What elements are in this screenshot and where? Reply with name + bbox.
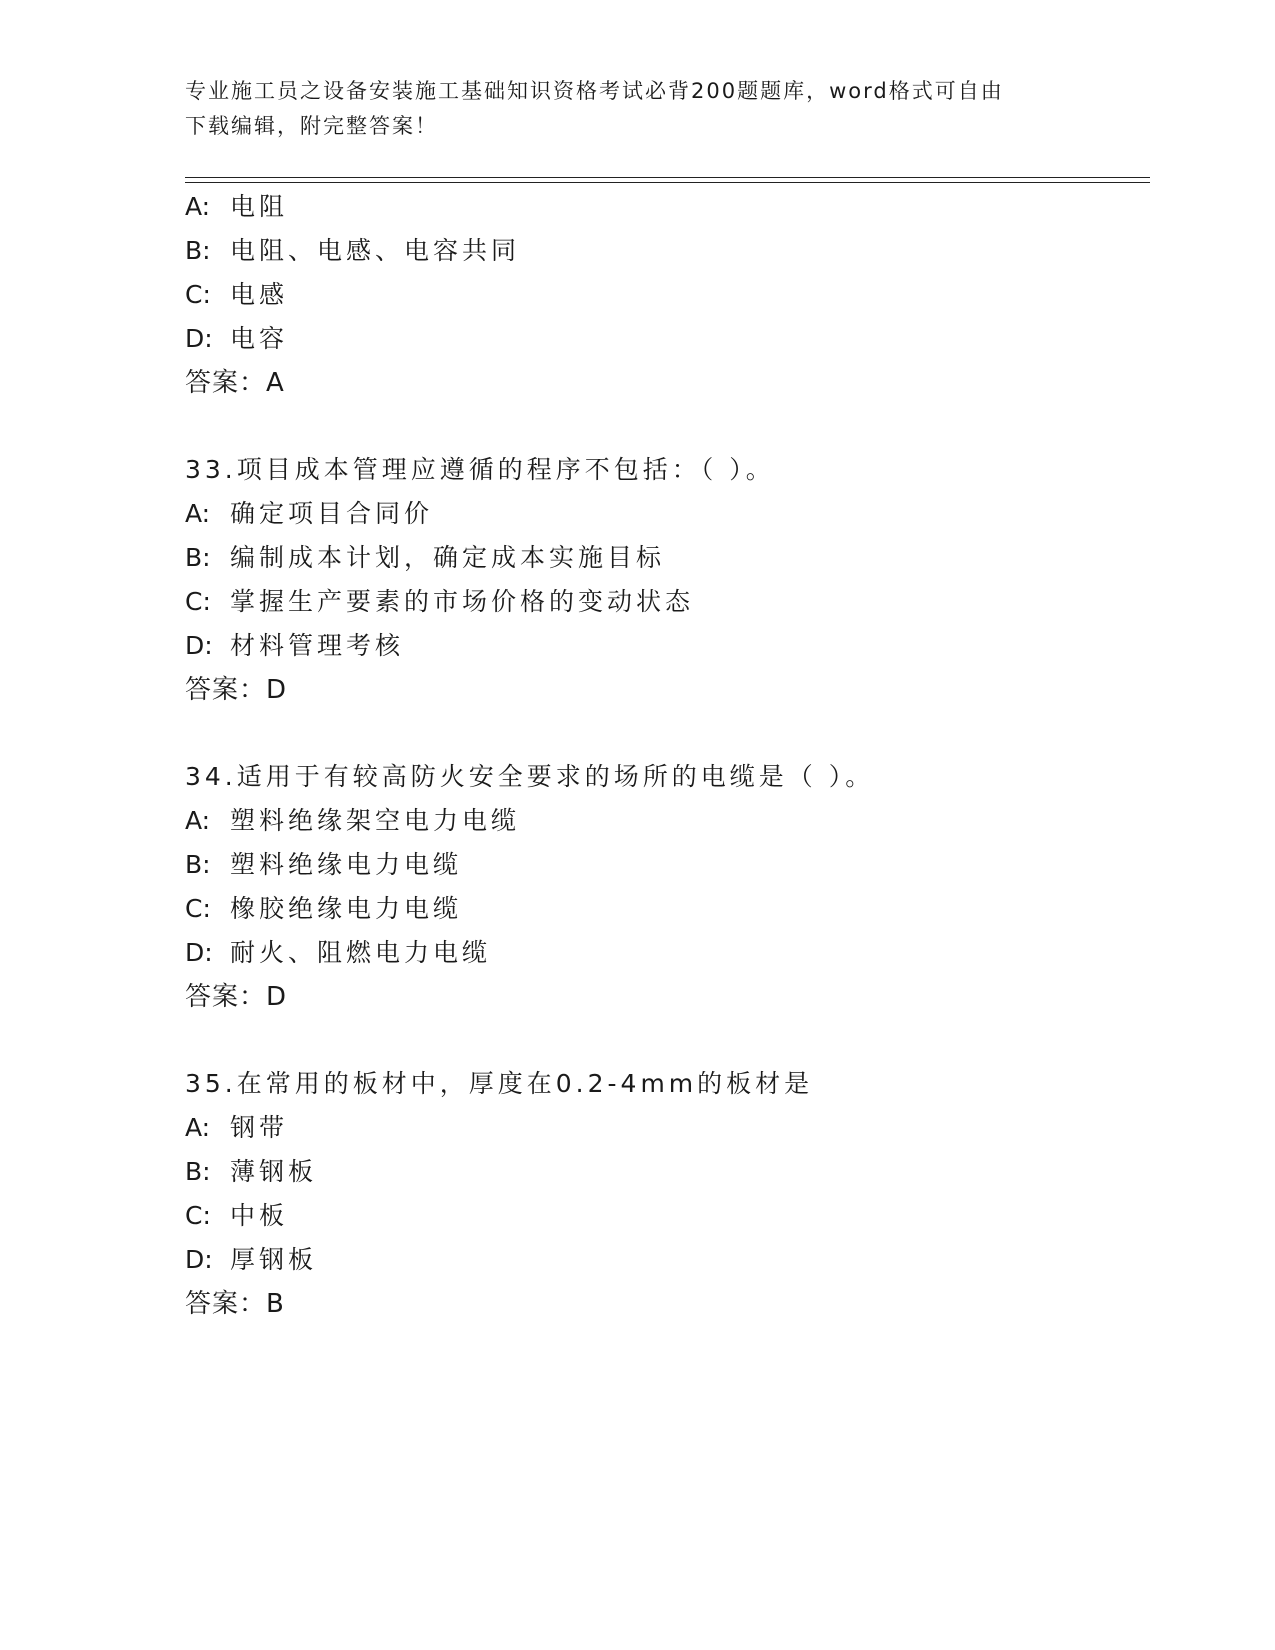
option-label: D: (185, 938, 213, 967)
question-stem: 34.适用于有较高防火安全要求的场所的电缆是（ ）。 (185, 762, 875, 791)
header-line-1: 专业施工员之设备安装施工基础知识资格考试必背200题题库，word格式可自由 (185, 79, 1004, 103)
option-text: 电容 (230, 324, 289, 353)
question-stem: 35.在常用的板材中，厚度在0.2-4mm的板材是 (185, 1069, 814, 1098)
option-text: 塑料绝缘架空电力电缆 (230, 806, 521, 835)
document-header (185, 74, 1065, 144)
option-b (185, 538, 665, 574)
option-c (185, 275, 288, 311)
option-a (185, 494, 433, 530)
option-label: C: (185, 894, 211, 923)
option-label: A: (185, 192, 211, 221)
option-text: 中板 (230, 1201, 289, 1230)
option-a (185, 801, 520, 837)
header-divider-bottom (185, 182, 1150, 183)
option-text: 编制成本计划，确定成本实施目标 (230, 543, 666, 572)
answer-line: 答案：D (185, 982, 288, 1012)
option-d (185, 626, 404, 662)
option-text: 电感 (230, 280, 289, 309)
answer-line: 答案：D (185, 675, 288, 705)
answer-line: 答案：A (185, 368, 285, 398)
header-divider-top (185, 177, 1150, 178)
option-text: 钢带 (230, 1113, 289, 1142)
option-d (185, 1240, 317, 1276)
option-text: 耐火、阻燃电力电缆 (230, 938, 492, 967)
option-c (185, 889, 462, 925)
option-label: B: (185, 543, 211, 572)
option-text: 薄钢板 (230, 1157, 318, 1186)
option-label: B: (185, 236, 211, 265)
option-text: 电阻、电感、电容共同 (230, 236, 521, 265)
option-a (185, 1108, 288, 1144)
option-label: B: (185, 850, 211, 879)
option-label: B: (185, 1157, 211, 1186)
answer-line: 答案：B (185, 1289, 285, 1319)
option-d (185, 319, 288, 355)
option-text: 厚钢板 (230, 1245, 318, 1274)
option-c (185, 1196, 288, 1232)
header-line-2: 下载编辑，附完整答案！ (185, 114, 438, 138)
option-text: 确定项目合同价 (230, 499, 434, 528)
option-c (185, 582, 694, 618)
option-text: 橡胶绝缘电力电缆 (230, 894, 463, 923)
option-label: C: (185, 1201, 211, 1230)
option-text: 掌握生产要素的市场价格的变动状态 (230, 587, 695, 616)
option-label: A: (185, 1113, 211, 1142)
option-text: 材料管理考核 (230, 631, 405, 660)
option-a (185, 187, 288, 223)
option-label: C: (185, 280, 211, 309)
option-label: D: (185, 324, 213, 353)
option-label: D: (185, 631, 213, 660)
option-text: 塑料绝缘电力电缆 (230, 850, 463, 879)
option-b (185, 845, 462, 881)
option-label: D: (185, 1245, 213, 1274)
option-label: A: (185, 499, 211, 528)
option-d (185, 933, 491, 969)
option-label: A: (185, 806, 211, 835)
option-b (185, 231, 520, 267)
option-b (185, 1152, 317, 1188)
option-text: 电阻 (230, 192, 289, 221)
option-label: C: (185, 587, 211, 616)
question-stem: 33.项目成本管理应遵循的程序不包括：（ ）。 (185, 455, 775, 484)
